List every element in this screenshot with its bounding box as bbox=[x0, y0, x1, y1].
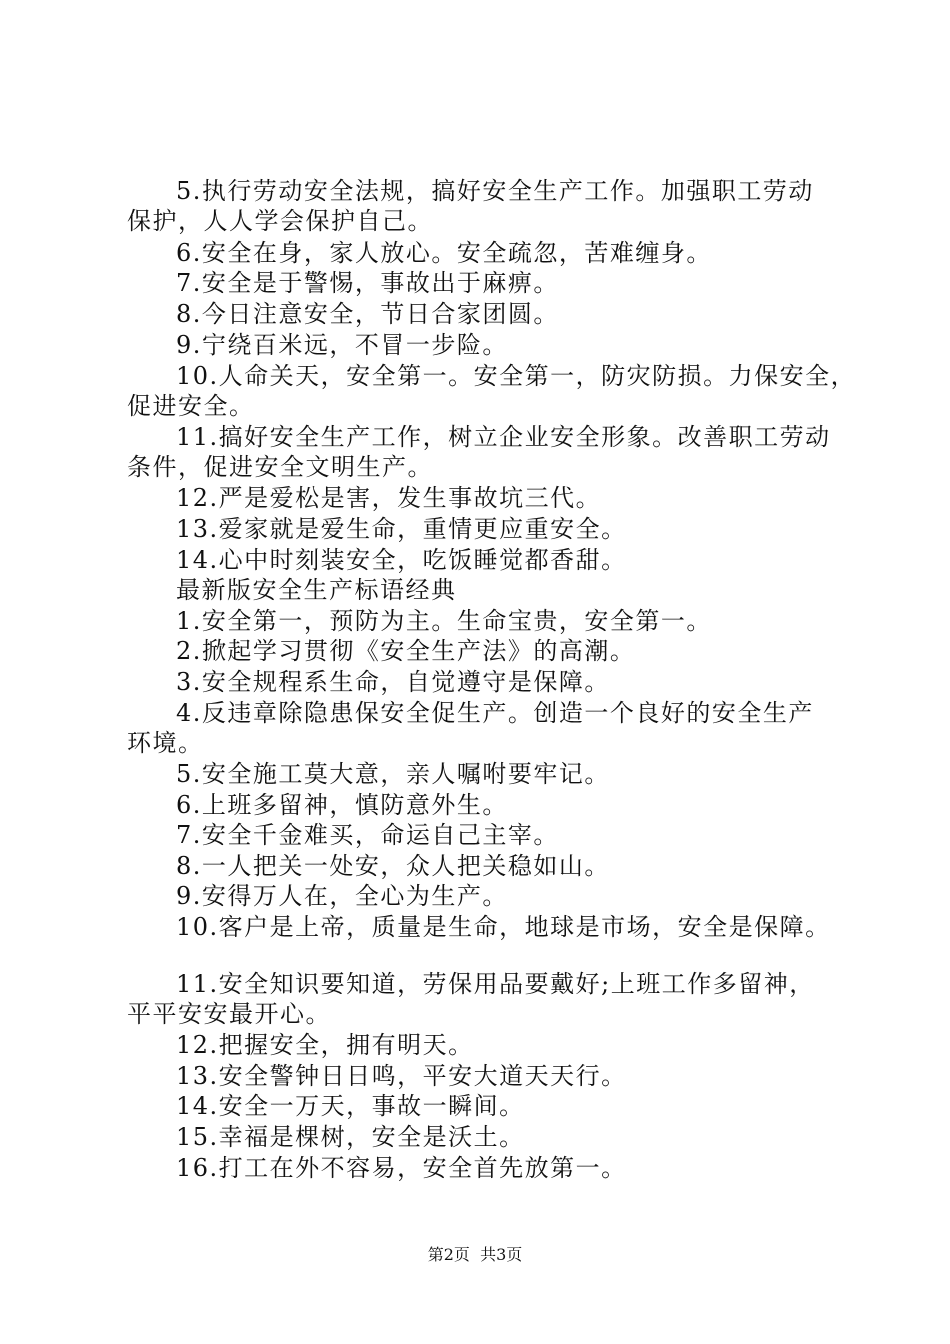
text-line: 12.严是爱松是害，发生事故坑三代。 bbox=[176, 484, 602, 512]
text-line: 7.安全是于警惕，事故出于麻痹。 bbox=[176, 269, 559, 297]
text-line: 15.幸福是棵树，安全是沃土。 bbox=[176, 1123, 525, 1151]
text-line: 平平安安最开心。 bbox=[127, 1000, 331, 1028]
text-line: 16.打工在外不容易，安全首先放第一。 bbox=[176, 1154, 627, 1182]
text-line: 10.人命关天，安全第一。安全第一，防灾防损。力保安全， bbox=[176, 362, 857, 390]
text-line: 7.安全千金难买，命运自己主宰。 bbox=[176, 821, 559, 849]
text-line: 8.一人把关一处安，众人把关稳如山。 bbox=[176, 852, 610, 880]
text-line: 10.客户是上帝，质量是生命，地球是市场，安全是保障。 bbox=[176, 913, 831, 941]
text-line: 6.安全在身，家人放心。安全疏忽，苦难缠身。 bbox=[176, 239, 712, 267]
text-line: 11.安全知识要知道，劳保用品要戴好;上班工作多留神， bbox=[176, 970, 815, 998]
text-line: 保护，人人学会保护自己。 bbox=[127, 207, 433, 235]
text-line: 12.把握安全，拥有明天。 bbox=[176, 1031, 474, 1059]
text-line: 9.安得万人在，全心为生产。 bbox=[176, 882, 508, 910]
text-line: 4.反违章除隐患保安全促生产。创造一个良好的安全生产 bbox=[176, 699, 814, 727]
section-heading: 最新版安全生产标语经典 bbox=[176, 576, 457, 604]
text-line: 13.爱家就是爱生命，重情更应重安全。 bbox=[176, 515, 627, 543]
text-line: 环境。 bbox=[127, 729, 204, 757]
text-line: 13.安全警钟日日鸣，平安大道天天行。 bbox=[176, 1062, 627, 1090]
text-line: 14.心中时刻装安全，吃饭睡觉都香甜。 bbox=[176, 546, 627, 574]
text-line: 5.安全施工莫大意，亲人嘱咐要牢记。 bbox=[176, 760, 610, 788]
text-line: 2.掀起学习贯彻《安全生产法》的高潮。 bbox=[176, 637, 636, 665]
text-line: 1.安全第一，预防为主。生命宝贵，安全第一。 bbox=[176, 607, 712, 635]
text-line: 6.上班多留神，慎防意外生。 bbox=[176, 791, 508, 819]
text-line: 条件，促进安全文明生产。 bbox=[127, 453, 433, 481]
page-number-footer: 第2页 共3页 bbox=[427, 1245, 523, 1264]
text-line: 3.安全规程系生命，自觉遵守是保障。 bbox=[176, 668, 610, 696]
text-line: 11.搞好安全生产工作，树立企业安全形象。改善职工劳动 bbox=[176, 423, 831, 451]
text-line: 5.执行劳动安全法规，搞好安全生产工作。加强职工劳动 bbox=[176, 177, 814, 205]
text-line: 促进安全。 bbox=[127, 392, 255, 420]
text-line: 14.安全一万天，事故一瞬间。 bbox=[176, 1092, 525, 1120]
text-line: 8.今日注意安全，节日合家团圆。 bbox=[176, 300, 559, 328]
text-line: 9.宁绕百米远，不冒一步险。 bbox=[176, 331, 508, 359]
